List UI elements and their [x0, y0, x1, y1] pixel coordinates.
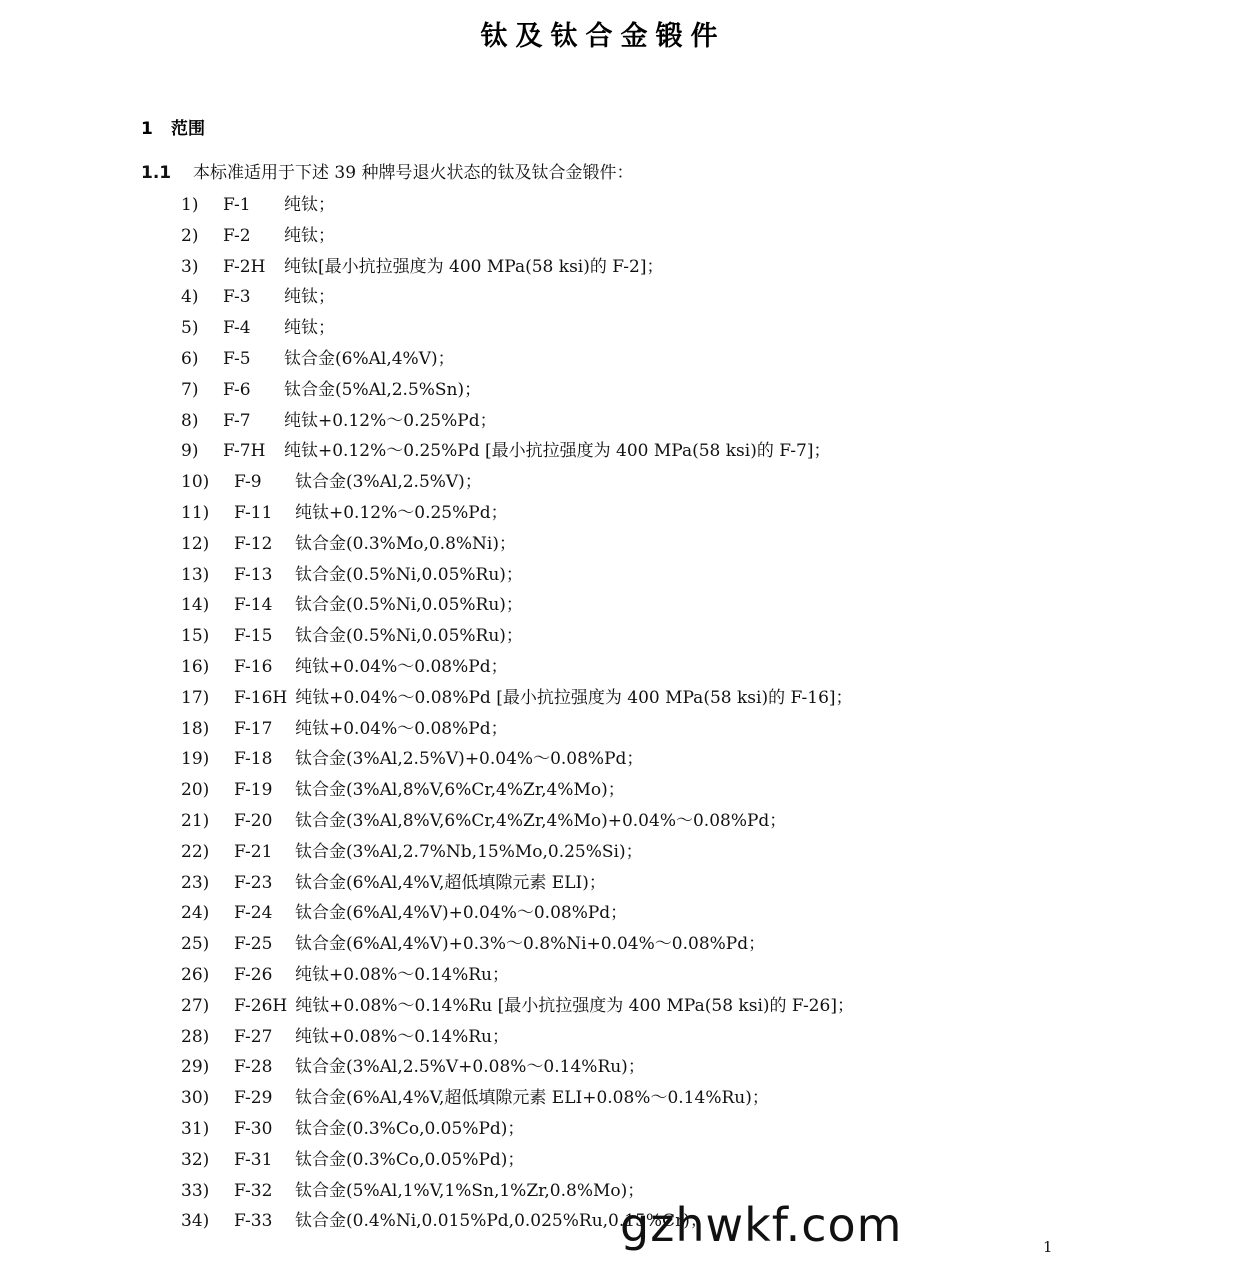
item-description: 钛合金(0.5%Ni,0.05%Ru)；: [295, 626, 523, 647]
item-grade: F-25: [234, 934, 273, 955]
item-grade: F-9: [234, 472, 262, 493]
item-description: 钛合金(3%Al,2.5%V)；: [295, 472, 482, 493]
item-index: 31): [181, 1118, 210, 1139]
item-index: 27): [181, 995, 210, 1016]
item-description: 钛合金(0.4%Ni,0.015%Pd,0.025%Ru,0.15%Cr)；: [295, 1211, 707, 1232]
item-index: 6): [181, 348, 199, 369]
list-item: [181, 621, 854, 652]
item-grade: F-19: [234, 780, 273, 801]
list-item: [181, 282, 854, 313]
item-grade: F-7: [223, 410, 251, 431]
item-description: 纯钛；: [284, 318, 335, 339]
list-item: [181, 683, 854, 714]
item-description: 钛合金(6%Al,4%V)+0.3%～0.8%Ni+0.04%～0.08%Pd；: [295, 934, 766, 955]
item-grade: F-26: [234, 964, 273, 985]
item-description: 纯钛+0.04%～0.08%Pd；: [295, 718, 508, 739]
item-grade: F-33: [234, 1211, 273, 1232]
item-grade: F-12: [234, 533, 273, 554]
list-item: [181, 806, 854, 837]
item-grade: F-13: [234, 564, 273, 585]
item-description: 钛合金(0.3%Co,0.05%Pd)；: [295, 1118, 525, 1139]
item-index: 5): [181, 318, 199, 339]
list-item: [181, 1114, 854, 1145]
item-grade: F-26H: [234, 995, 288, 1016]
list-item: [181, 467, 854, 498]
item-index: 11): [181, 502, 210, 523]
list-item: [181, 744, 854, 775]
item-description: 纯钛[最小抗拉强度为 400 MPa(58 ksi)的 F-2]；: [284, 256, 664, 277]
item-grade: F-23: [234, 872, 273, 893]
list-item: [181, 991, 854, 1022]
page-number: 1: [1043, 1238, 1053, 1256]
grade-list: [181, 190, 854, 1237]
list-item: [181, 1052, 854, 1083]
list-item: [181, 929, 854, 960]
item-index: 32): [181, 1149, 210, 1170]
item-grade: F-28: [234, 1057, 273, 1078]
item-index: 29): [181, 1057, 210, 1078]
item-index: 2): [181, 225, 199, 246]
section-heading: [141, 114, 205, 139]
list-item: [181, 1145, 854, 1176]
item-grade: F-32: [234, 1180, 273, 1201]
item-description: 钛合金(3%Al,2.7%Nb,15%Mo,0.25%Si)；: [295, 841, 643, 862]
item-description: 钛合金(6%Al,4%V,超低填隙元素 ELI)；: [295, 872, 606, 893]
item-description: 纯钛+0.08%～0.14%Ru；: [295, 1026, 510, 1047]
item-index: 17): [181, 687, 210, 708]
item-description: 钛合金(5%Al,1%V,1%Sn,1%Zr,0.8%Mo)；: [295, 1180, 645, 1201]
list-item: [181, 221, 854, 252]
item-index: 3): [181, 256, 199, 277]
item-index: 24): [181, 903, 210, 924]
item-description: 纯钛；: [284, 195, 335, 215]
item-index: 8): [181, 410, 199, 431]
list-item: [181, 313, 854, 344]
item-index: 25): [181, 934, 210, 955]
watermark-text: gzhwkf.com: [620, 1198, 903, 1252]
item-description: 钛合金(0.5%Ni,0.05%Ru)；: [295, 595, 523, 616]
clause-1-1: [141, 158, 633, 183]
item-description: 钛合金(3%Al,2.5%V+0.08%～0.14%Ru)；: [295, 1057, 645, 1078]
list-item: [181, 498, 854, 529]
item-description: 纯钛+0.12%～0.25%Pd；: [295, 502, 508, 523]
item-description: 纯钛+0.12%～0.25%Pd [最小抗拉强度为 400 MPa(58 ksi)的 F-7]；: [284, 441, 831, 462]
item-description: 纯钛+0.04%～0.08%Pd [最小抗拉强度为 400 MPa(58 ksi)的 F-16]；: [295, 687, 853, 708]
item-description: 钛合金(0.5%Ni,0.05%Ru)；: [295, 564, 523, 585]
item-index: 26): [181, 964, 210, 985]
item-grade: F-15: [234, 626, 273, 647]
list-item: [181, 837, 854, 868]
clause-text: 本标准适用于下述 39 种牌号退火状态的钛及钛合金锻件：: [193, 163, 634, 183]
item-grade: F-24: [234, 903, 273, 924]
item-index: 21): [181, 810, 210, 831]
list-item: [181, 714, 854, 745]
item-index: 19): [181, 749, 210, 770]
item-grade: F-30: [234, 1118, 273, 1139]
item-grade: F-16: [234, 656, 273, 677]
item-description: 钛合金(3%Al,8%V,6%Cr,4%Zr,4%Mo)；: [295, 780, 625, 801]
item-description: 纯钛+0.04%～0.08%Pd；: [295, 656, 508, 677]
item-index: 10): [181, 472, 210, 493]
item-index: 13): [181, 564, 210, 585]
item-grade: F-5: [223, 348, 251, 369]
list-item: [181, 590, 854, 621]
item-index: 4): [181, 287, 199, 308]
item-description: 钛合金(5%Al,2.5%Sn)；: [284, 379, 482, 400]
list-item: [181, 436, 854, 467]
item-grade: F-2H: [223, 256, 266, 277]
item-grade: F-11: [234, 502, 273, 523]
list-item: [181, 406, 854, 437]
item-description: 钛合金(6%Al,4%V,超低填隙元素 ELI+0.08%～0.14%Ru)；: [295, 1088, 769, 1109]
list-item: [181, 652, 854, 683]
list-item: [181, 252, 854, 283]
item-description: 钛合金(6%Al,4%V)+0.04%～0.08%Pd；: [295, 903, 628, 924]
item-grade: F-6: [223, 379, 251, 400]
list-item: [181, 375, 854, 406]
item-index: 20): [181, 780, 210, 801]
item-grade: F-27: [234, 1026, 273, 1047]
page-title: 钛及钛合金锻件: [480, 21, 726, 52]
item-index: 30): [181, 1088, 210, 1109]
list-item: [181, 190, 854, 221]
clause-number: 1.1: [141, 163, 172, 183]
item-grade: F-29: [234, 1088, 273, 1109]
item-description: 纯钛+0.12%～0.25%Pd；: [284, 410, 497, 431]
item-index: 16): [181, 656, 210, 677]
section-number: 1: [141, 119, 153, 139]
item-index: 14): [181, 595, 210, 616]
item-description: 钛合金(3%Al,2.5%V)+0.04%～0.08%Pd；: [295, 749, 644, 770]
item-description: 纯钛+0.08%～0.14%Ru [最小抗拉强度为 400 MPa(58 ksi)的 F-26]；: [295, 995, 854, 1016]
item-index: 12): [181, 533, 210, 554]
item-description: 纯钛；: [284, 287, 335, 308]
list-item: [181, 868, 854, 899]
list-item: [181, 344, 854, 375]
list-item: [181, 560, 854, 591]
item-grade: F-4: [223, 318, 251, 339]
item-index: 34): [181, 1211, 210, 1232]
item-index: 33): [181, 1180, 210, 1201]
list-item: [181, 529, 854, 560]
item-grade: F-31: [234, 1149, 273, 1170]
item-grade: F-16H: [234, 687, 288, 708]
item-index: 28): [181, 1026, 210, 1047]
item-index: 22): [181, 841, 210, 862]
list-item: [181, 960, 854, 991]
list-item: [181, 1083, 854, 1114]
list-item: [181, 1022, 854, 1053]
list-item: [181, 775, 854, 806]
list-item: [181, 898, 854, 929]
section-title: 范围: [171, 119, 205, 139]
item-grade: F-14: [234, 595, 273, 616]
item-grade: F-17: [234, 718, 273, 739]
item-description: 纯钛；: [284, 225, 335, 246]
item-description: 钛合金(6%Al,4%V)；: [284, 348, 455, 369]
item-index: 15): [181, 626, 210, 647]
item-grade: F-2: [223, 225, 251, 246]
item-index: 7): [181, 379, 199, 400]
item-description: 钛合金(0.3%Mo,0.8%Ni)；: [295, 533, 516, 554]
item-description: 纯钛+0.08%～0.14%Ru；: [295, 964, 510, 985]
item-grade: F-18: [234, 749, 273, 770]
item-description: 钛合金(0.3%Co,0.05%Pd)；: [295, 1149, 525, 1170]
item-description: 钛合金(3%Al,8%V,6%Cr,4%Zr,4%Mo)+0.04%～0.08%Pd；: [295, 810, 787, 831]
item-grade: F-7H: [223, 441, 266, 462]
item-index: 23): [181, 872, 210, 893]
item-grade: F-21: [234, 841, 273, 862]
item-index: 18): [181, 718, 210, 739]
item-grade: F-3: [223, 287, 251, 308]
item-grade: F-1: [223, 195, 251, 215]
item-index: 1): [181, 195, 199, 215]
item-grade: F-20: [234, 810, 273, 831]
item-index: 9): [181, 441, 199, 462]
